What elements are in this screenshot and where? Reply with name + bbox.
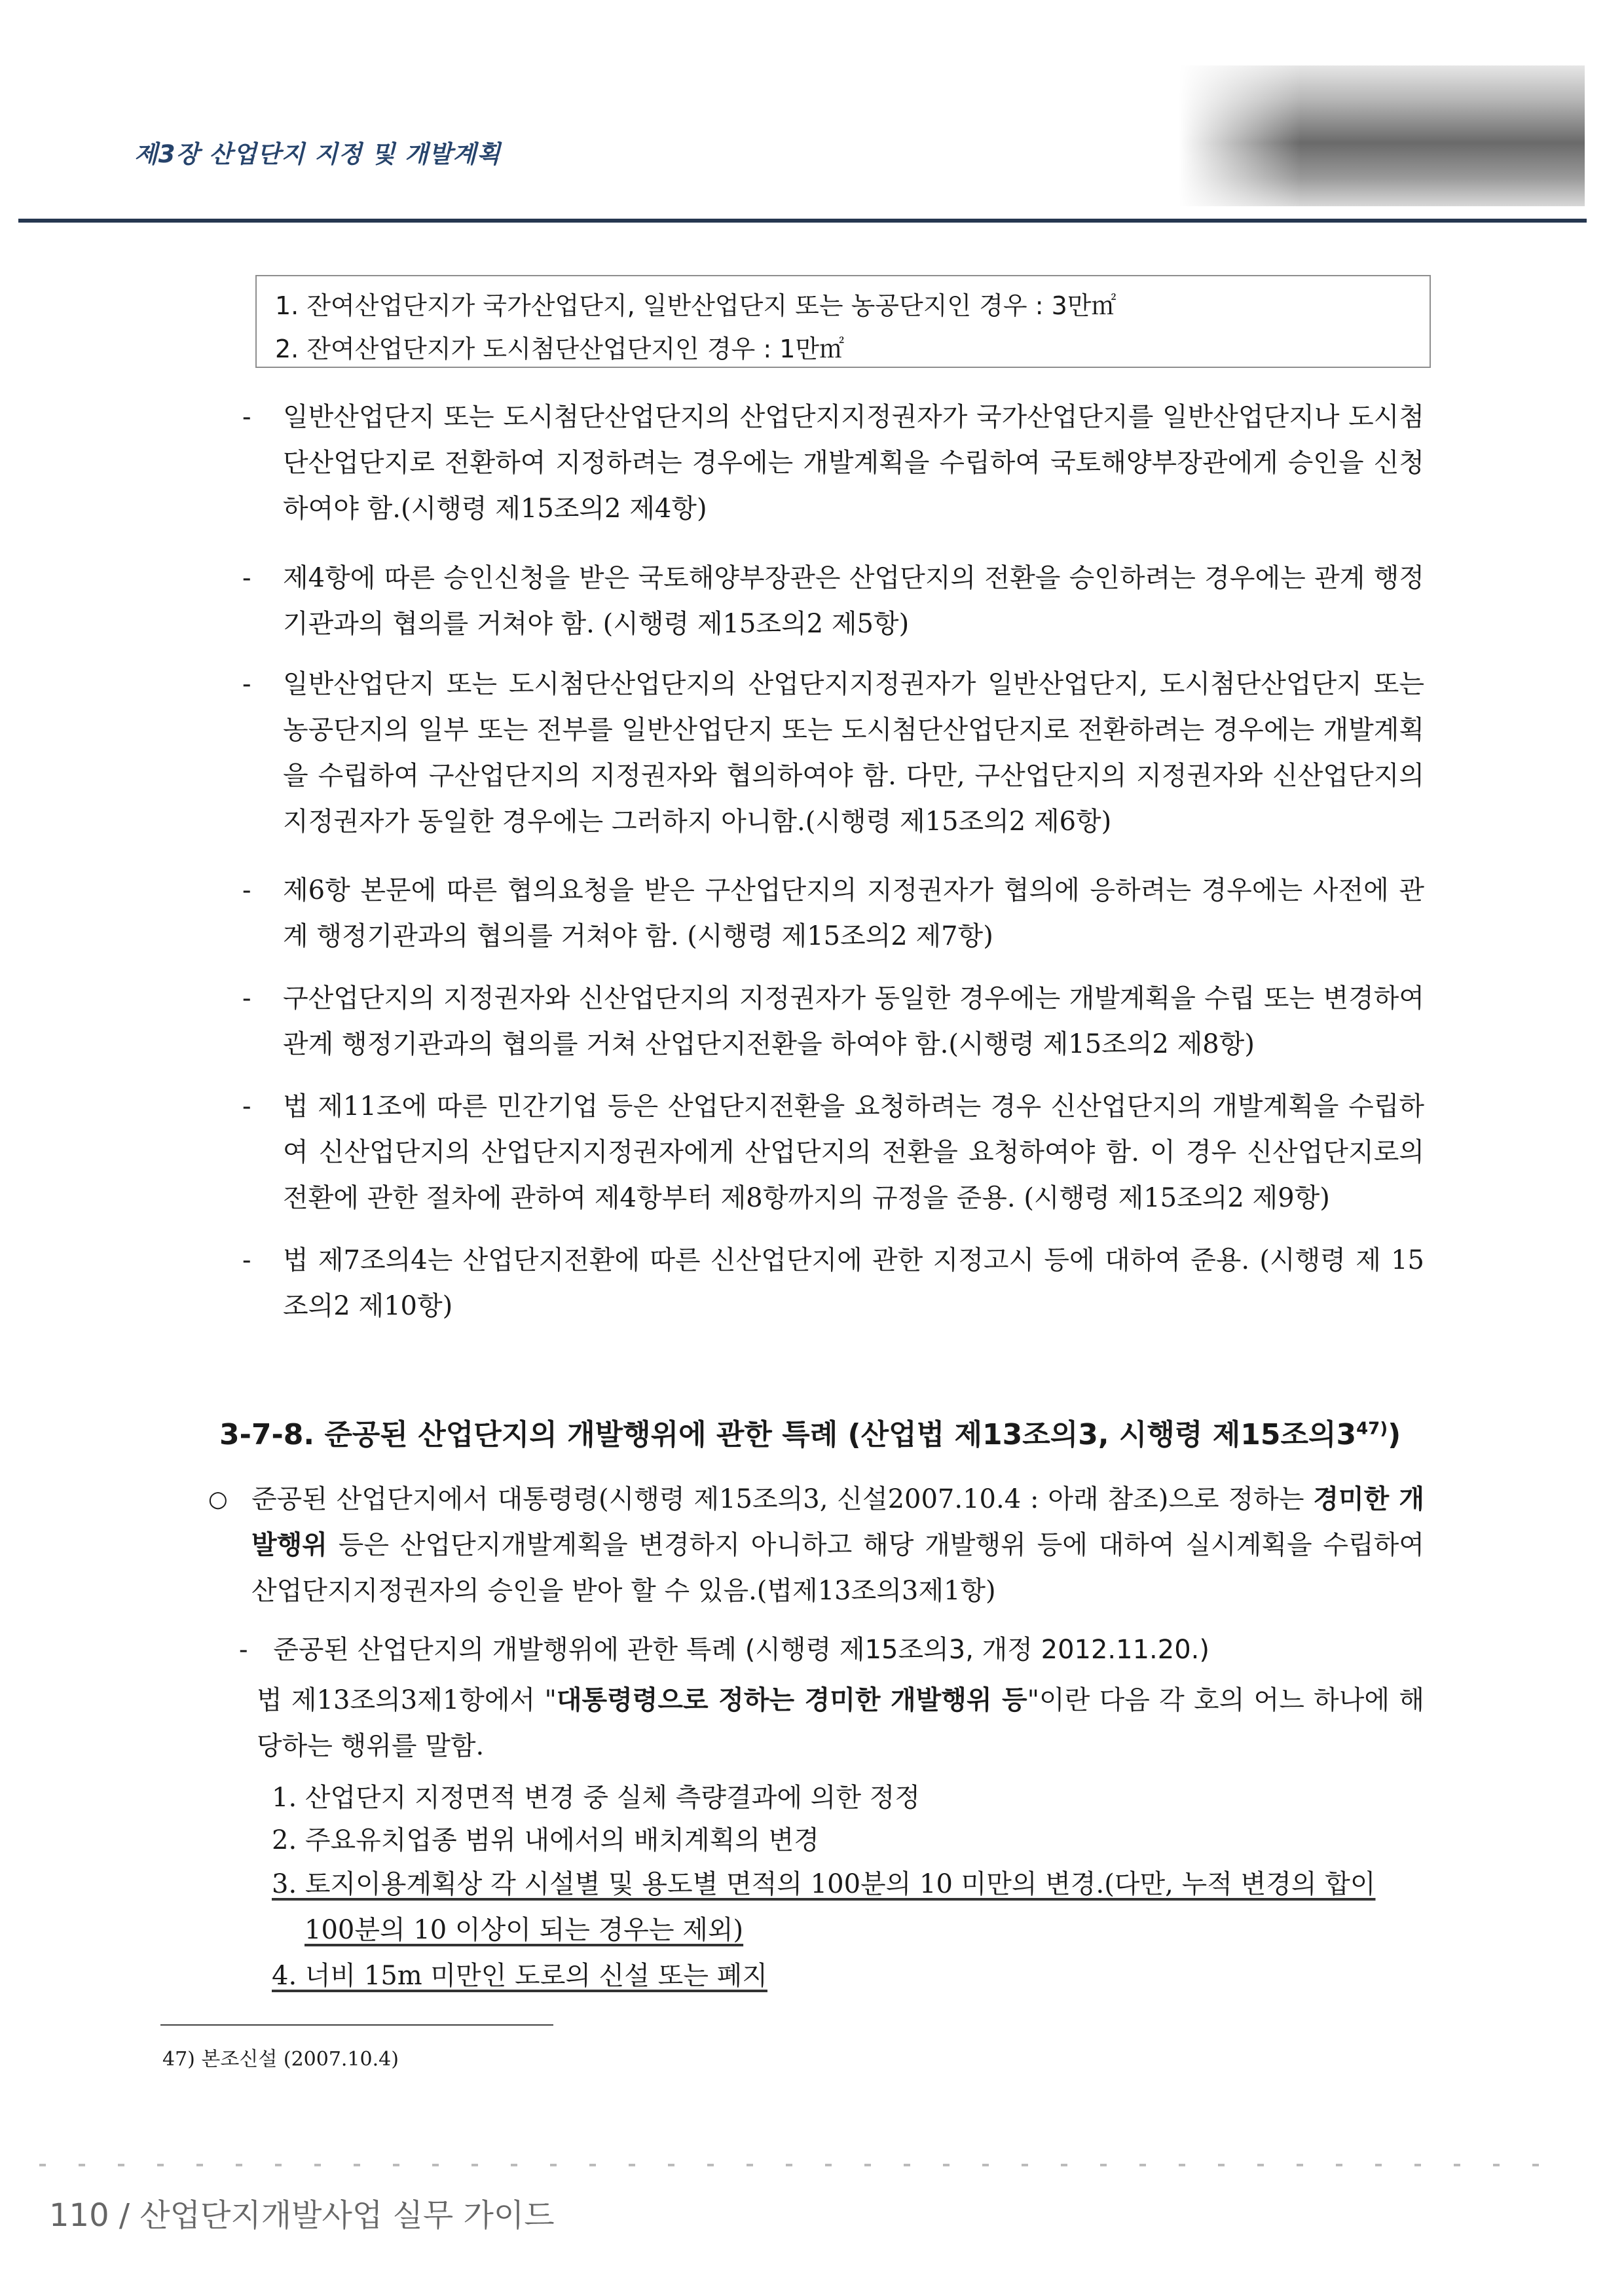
footnote-ref: 47) [1356,1419,1388,1439]
paragraph-5 [242,975,1424,1067]
list-item-3: 3. 토지이용계획상 각 시설별 및 용도별 면적의 100분의 10 미만의 변경.(다만, 누적 변경의 합이 [272,1869,1376,1899]
section-heading-close: ) [1388,1418,1401,1451]
intro-bold: 경미한 개발행위 [251,1484,1424,1560]
paragraph-text: 법 제11조에 따른 민간기업 등은 산업단지전환을 요청하려는 경우 신산업단지의 개발계획을 수립하여 신산업단지의 산업단지지정권자에게 산업단지의 전환을 요청하여야 함. 이 경우 신산업단지로의 전환에 관한 절차에 관하여 제4항부터 제8항까지의 규정을 준용. (시행령 제15조의2 제9항) [283,1091,1424,1213]
header-rule [18,219,1587,223]
dash-mark: - [242,875,251,905]
dash-mark: - [242,1245,251,1275]
dash-mark: - [242,669,251,699]
definition-text [257,1677,1424,1769]
paragraph-text: 구산업단지의 지정권자와 신산업단지의 지정권자가 동일한 경우에는 개발계획을 수립 또는 변경하여 관계 행정기관과의 협의를 거쳐 산업단지전환을 하여야 함.(시행령 제15조의2 제8항) [283,983,1424,1059]
threshold-box [255,275,1431,368]
footnote: 47) 본조신설 (2007.10.4) [162,2048,399,2071]
sub-dash: - [239,1635,248,1665]
bullet-mark: ○ [208,1486,228,1512]
section-heading-text: 3-7-8. 준공된 산업단지의 개발행위에 관한 특례 (산업법 제13조의3, 시행령 제15조의3 [219,1418,1357,1451]
paragraph-6 [242,1084,1424,1221]
paragraph-text: 제6항 본문에 따른 협의요청을 받은 구산업단지의 지정권자가 협의에 응하려는 경우에는 사전에 관계 행정기관과의 협의를 거쳐야 함. (시행령 제15조의2 제7항) [283,875,1424,951]
definition-paragraph [257,1677,1424,1769]
def-text-b: "이란 다음 각 호의 어느 하나에 해당하는 행위를 말함. [257,1685,1424,1761]
list-item-4: 4. 너비 15m 미만인 도로의 신설 또는 폐지 [272,1961,767,1991]
bullet-text [251,1476,1424,1614]
def-text-a: 법 제13조의3제1항에서 " [257,1685,557,1715]
intro-text-b: 등은 산업단지개발계획을 변경하지 아니하고 해당 개발행위 등에 대하여 실시계획을 수립하여 산업단지지정권자의 승인을 받아 할 수 있음.(법제13조의3제1항) [251,1530,1424,1606]
paragraph-text: 법 제7조의4는 산업단지전환에 따른 신산업단지에 관한 지정고시 등에 대하여 준용. (시행령 제 15조의2 제10항) [283,1245,1424,1321]
box-line-1: 1. 잔여산업단지가 국가산업단지, 일반산업단지 또는 농공단지인 경우 : 3만㎡ [275,291,1116,320]
paragraph-text: 일반산업단지 또는 도시첨단산업단지의 산업단지지정권자가 국가산업단지를 일반산업단지나 도시첨단산업단지로 전환하여 지정하려는 경우에는 개발계획을 수립하여 국토해양부장관에게 승인을 신청하여야 함.(시행령 제15조의2 제4항) [283,402,1424,524]
paragraph-4 [242,867,1424,959]
sub-title: 준공된 산업단지의 개발행위에 관한 특례 (시행령 제15조의3, 개정 2012.11.20.) [273,1635,1209,1665]
paragraph-2 [242,555,1424,647]
dash-mark: - [242,402,251,432]
paragraph-7 [242,1237,1424,1329]
dash-mark: - [242,983,251,1013]
dash-mark: - [242,563,251,593]
paragraph-text: 일반산업단지 또는 도시첨단산업단지의 산업단지지정권자가 일반산업단지, 도시첨단산업단지 또는 농공단지의 일부 또는 전부를 일반산업단지 또는 도시첨단산업단지로 전환하려는 경우에는 개발계획을 수립하여 구산업단지의 지정권자와 협의하여야 함. 다만, 구산업단지의 지정권자와 신산업단지의 지정권자가 동일한 경우에는 그러하지 아니함.(시행령 제15조의2 제6항) [283,669,1424,837]
header-photo [1179,65,1585,206]
section-heading [219,1411,1401,1453]
box-line-2: 2. 잔여산업단지가 도시첨단산업단지인 경우 : 1만㎡ [275,335,845,363]
paragraph-text: 제4항에 따른 승인신청을 받은 국토해양부장관은 산업단지의 전환을 승인하려는 경우에는 관계 행정기관과의 협의를 거쳐야 함. (시행령 제15조의2 제5항) [283,563,1424,639]
paragraph-3 [242,661,1424,845]
list-item-1: 1. 산업단지 지정면적 변경 중 실체 측량결과에 의한 정정 [272,1783,920,1813]
chapter-title: 제3장 산업단지 지정 및 개발계획 [134,140,501,168]
footnote-rule [160,2024,553,2026]
list-item-3-continued: 100분의 10 이상이 되는 경우는 제외) [304,1915,744,1945]
intro-text-a: 준공된 산업단지에서 대통령령(시행령 제15조의3, 신설2007.10.4 : 아래 참조)으로 정하는 [251,1484,1304,1514]
dash-mark: - [242,1091,251,1121]
paragraph-1 [242,394,1424,532]
list-item-2: 2. 주요유치업종 범위 내에서의 배치계획의 변경 [272,1825,819,1855]
footer-dotted-rule [39,2164,1545,2166]
def-bold: 대통령령으로 정하는 경미한 개발행위 등 [556,1685,1027,1715]
page-footer: 110 / 산업단지개발사업 실무 가이드 [49,2197,555,2234]
bullet-paragraph [208,1476,1424,1614]
sub-title-row [239,1630,1424,1669]
